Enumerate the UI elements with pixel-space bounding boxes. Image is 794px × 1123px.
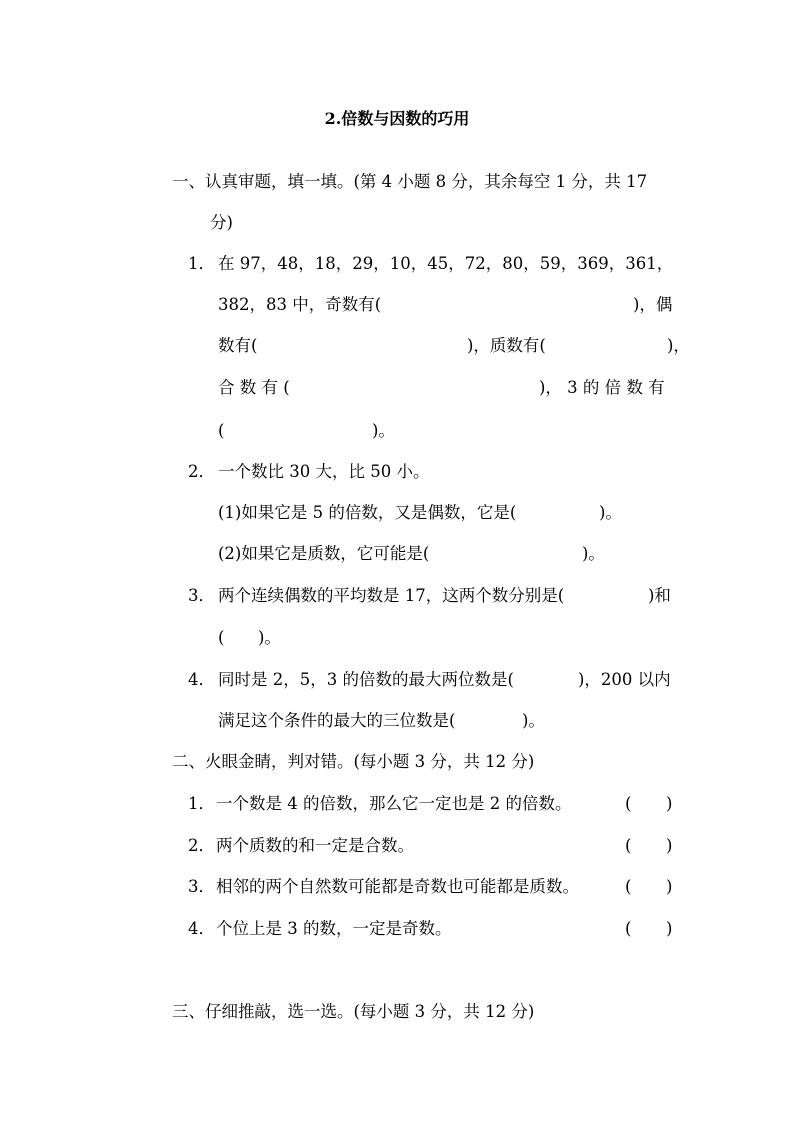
q1-line3-close: )， <box>667 336 690 355</box>
q1-line1: 在 97，48，18，29，10，45，72，80，59，369，361， <box>218 254 674 273</box>
section3-heading: 三、仔细推敲，选一选。(每小题 3 分，共 12 分) <box>172 1002 535 1021</box>
q4-number: 4． <box>188 670 215 689</box>
q3-line2-close: )。 <box>258 628 281 647</box>
page-title: 2.倍数与因数的巧用 <box>324 109 470 128</box>
q1-line5-close: )。 <box>372 421 395 440</box>
q2-sub2-close: )。 <box>582 544 605 563</box>
section2-heading: 二、火眼金睛，判对错。(每小题 3 分，共 12 分) <box>172 752 535 771</box>
tf-item-close-paren: ) <box>666 794 673 813</box>
q2-sub1-text: (1)如果它是 5 的倍数，又是偶数，它是( <box>218 503 517 522</box>
q2-number: 2． <box>188 462 215 481</box>
tf-item-open-paren: ( <box>625 877 632 896</box>
q1-line2-close: )，偶 <box>633 295 673 314</box>
q4-line1-text: 同时是 2，5，3 的倍数的最大两位数是( <box>218 670 514 689</box>
tf-item-close-paren: ) <box>666 919 673 938</box>
tf-item-number: 4． <box>188 919 215 938</box>
tf-item-number: 1． <box>188 794 215 813</box>
q4-line1-close: )，200 以内 <box>578 670 671 689</box>
q4-line2-text: 满足这个条件的最大的三位数是( <box>218 711 456 730</box>
q4-line2-close: )。 <box>522 711 545 730</box>
tf-item-text: 一个数是 4 的倍数，那么它一定也是 2 的倍数。 <box>216 794 572 813</box>
q1-line5-open: ( <box>218 421 225 440</box>
q3-line1-text: 两个连续偶数的平均数是 17，这两个数分别是( <box>218 586 565 605</box>
q3-number: 3． <box>188 586 215 605</box>
q2-stem: 一个数比 30 大，比 50 小。 <box>218 462 430 481</box>
tf-item-close-paren: ) <box>666 836 673 855</box>
tf-item-open-paren: ( <box>625 836 632 855</box>
tf-item-close-paren: ) <box>666 877 673 896</box>
q3-line1-close: )和 <box>648 586 671 605</box>
q2-sub1-close: )。 <box>599 503 622 522</box>
section1-heading: 一、认真审题，填一填。(第 4 小题 8 分，其余每空 1 分，共 17 <box>172 172 648 191</box>
tf-item-number: 3． <box>188 877 215 896</box>
tf-item-open-paren: ( <box>625 794 632 813</box>
q1-number: 1． <box>188 254 215 273</box>
q1-line4-close: )， 3 的 倍 数 有 <box>539 378 665 397</box>
section1-heading-cont: 分) <box>210 213 233 232</box>
q1-line2-text: 382，83 中，奇数有( <box>218 295 382 314</box>
q2-sub2-text: (2)如果它是质数，它可能是( <box>218 544 430 563</box>
tf-item-text: 个位上是 3 的数，一定是奇数。 <box>216 919 452 938</box>
tf-item-text: 两个质数的和一定是合数。 <box>216 836 414 855</box>
tf-item-text: 相邻的两个自然数可能都是奇数也可能都是质数。 <box>216 877 579 896</box>
q3-line2-open: ( <box>218 628 225 647</box>
tf-item-open-paren: ( <box>625 919 632 938</box>
q1-line3-mid: )，质数有( <box>467 336 546 355</box>
q1-line3-text: 数有( <box>218 336 258 355</box>
tf-item-number: 2． <box>188 836 215 855</box>
q1-line4-text: 合 数 有 ( <box>218 378 290 397</box>
